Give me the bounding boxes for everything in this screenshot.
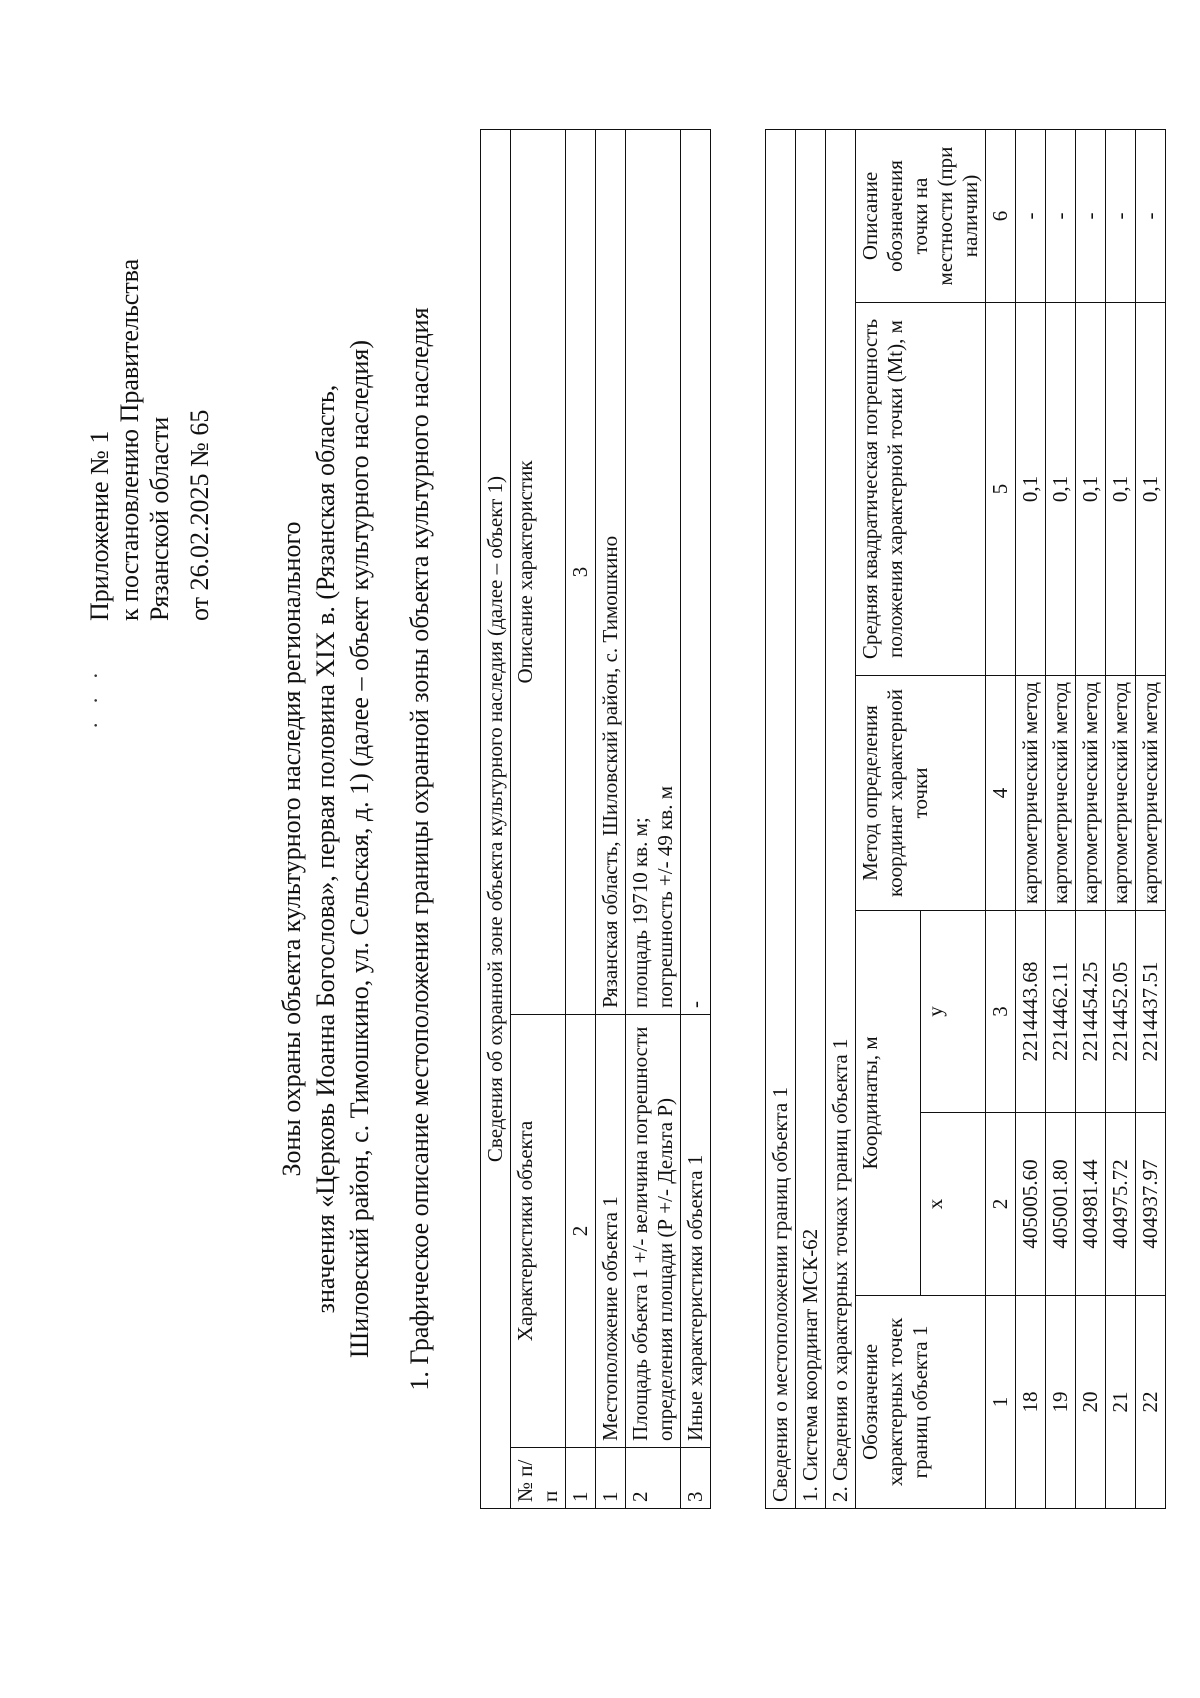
appendix-resolution: к постановлению Правительства — [115, 258, 144, 621]
coord-y: 2214443.68 — [1016, 910, 1046, 1112]
description-cell: - — [1106, 130, 1136, 303]
row-value — [626, 130, 681, 1015]
method-cell: картометрический метод — [1136, 676, 1166, 911]
section-heading: 1. Графическое описание местоположения границы охранной зоны объекта культурного наследия — [405, 307, 434, 1391]
row-number: 3 — [681, 1448, 711, 1509]
description-cell: - — [1046, 130, 1076, 303]
row-number: 1 — [596, 1448, 626, 1509]
points-caption: 2. Сведения о характерных точках границ объекта 1 — [826, 130, 856, 1509]
row-characteristic: Местоположение объекта 1 — [596, 1015, 626, 1448]
area-error: погрешность +/- 49 кв. м — [653, 785, 677, 1008]
description-cell: - — [1016, 130, 1046, 303]
header-coordinates: Координаты, м — [856, 910, 921, 1295]
page-title — [275, 49, 377, 1649]
accuracy-cell: 0,1 — [1106, 303, 1136, 676]
coord-x: 405005.60 — [1016, 1112, 1046, 1295]
row-value: Рязанская область, Шиловский район, с. Тимошкино — [596, 130, 626, 1015]
table-row — [596, 130, 626, 1509]
colnum-3: 3 — [566, 130, 596, 1015]
table-row — [626, 130, 681, 1509]
header-x: x — [921, 1112, 986, 1295]
accuracy-cell: 0,1 — [1076, 303, 1106, 676]
accuracy-cell: 0,1 — [1046, 303, 1076, 676]
row-number: 2 — [626, 1448, 681, 1509]
title-line-3: Шиловский район, с. Тимошкино, ул. Сельская, д. 1) (далее – объект культурного наследия) — [345, 339, 374, 1359]
point-label: 22 — [1136, 1296, 1166, 1509]
appendix-date: от 26.02.2025 № 65 — [185, 409, 214, 621]
description-cell: - — [1136, 130, 1166, 303]
method-cell: картометрический метод — [1076, 676, 1106, 911]
colnum-4: 4 — [986, 676, 1016, 911]
point-label: 18 — [1016, 1296, 1046, 1509]
coord-y: 2214462.11 — [1046, 910, 1076, 1112]
header-location-description: Описание обозначения точки на местности (при наличии) — [856, 130, 986, 303]
coordinate-system: 1. Система координат МСК-62 — [796, 130, 826, 1509]
colnum-1: 1 — [566, 1448, 596, 1509]
table-row — [681, 130, 711, 1509]
description-cell: - — [1076, 130, 1106, 303]
boundary-points-table — [765, 129, 1166, 1509]
header-point-label: Обозначение характерных точек границ объекта 1 — [856, 1296, 986, 1509]
header-method: Метод определения координат характерной точки — [856, 676, 986, 911]
header-number: № п/п — [511, 1448, 566, 1509]
colnum-3: 3 — [986, 910, 1016, 1112]
table-row — [1136, 130, 1166, 1509]
appendix-number: Приложение № 1 — [85, 430, 114, 621]
coord-x: 404937.97 — [1136, 1112, 1166, 1295]
colnum-2: 2 — [986, 1112, 1016, 1295]
table-row — [1046, 130, 1076, 1509]
coord-x: 404981.44 — [1076, 1112, 1106, 1295]
header-accuracy: Средняя квадратическая погрешность положения характерной точки (Mt), м — [856, 303, 986, 676]
row-characteristic: Иные характеристики объекта 1 — [681, 1015, 711, 1448]
title-line-1: Зоны охраны объекта культурного наследия регионального — [277, 521, 306, 1177]
row-characteristic: Площадь объекта 1 +/- величина погрешности определения площади (Р +/- Дельта Р) — [626, 1015, 681, 1448]
colnum-5: 5 — [986, 303, 1016, 676]
point-label: 19 — [1046, 1296, 1076, 1509]
point-label: 20 — [1076, 1296, 1106, 1509]
header-description: Описание характеристик — [511, 130, 566, 1015]
table-row — [1106, 130, 1136, 1509]
method-cell: картометрический метод — [1046, 676, 1076, 911]
zone-info-table — [480, 129, 711, 1509]
appendix-block — [85, 101, 215, 621]
title-line-2: значения «Церковь Иоанна Богослова», первая половина XIX в. (Рязанская область, — [311, 384, 340, 1314]
header-characteristics: Характеристики объекта — [511, 1015, 566, 1448]
row-value: - — [681, 130, 711, 1015]
document-page — [35, 49, 1165, 1649]
coord-y: 2214437.51 — [1136, 910, 1166, 1112]
area-value: площадь 19710 кв. м; — [628, 817, 652, 1008]
appendix-region: Рязанской области — [145, 416, 174, 621]
coord-x: 405001.80 — [1046, 1112, 1076, 1295]
table-row — [1076, 130, 1106, 1509]
accuracy-cell: 0,1 — [1016, 303, 1046, 676]
accuracy-cell: 0,1 — [1136, 303, 1166, 676]
colnum-1: 1 — [986, 1296, 1016, 1509]
table-row — [1016, 130, 1046, 1509]
boundaries-caption: Сведения о местоположении границ объекта 1 — [766, 130, 796, 1509]
colnum-6: 6 — [986, 130, 1016, 303]
zone-table-caption: Сведения об охранной зоне объекта культурного наследия (далее – объект 1) — [481, 130, 511, 1509]
method-cell: картометрический метод — [1016, 676, 1046, 911]
coord-y: 2214454.25 — [1076, 910, 1106, 1112]
coord-x: 404975.72 — [1106, 1112, 1136, 1295]
method-cell: картометрический метод — [1106, 676, 1136, 911]
header-y: y — [921, 910, 986, 1112]
point-label: 21 — [1106, 1296, 1136, 1509]
scan-marks: · · · — [83, 666, 108, 729]
coord-y: 2214452.05 — [1106, 910, 1136, 1112]
colnum-2: 2 — [566, 1015, 596, 1448]
